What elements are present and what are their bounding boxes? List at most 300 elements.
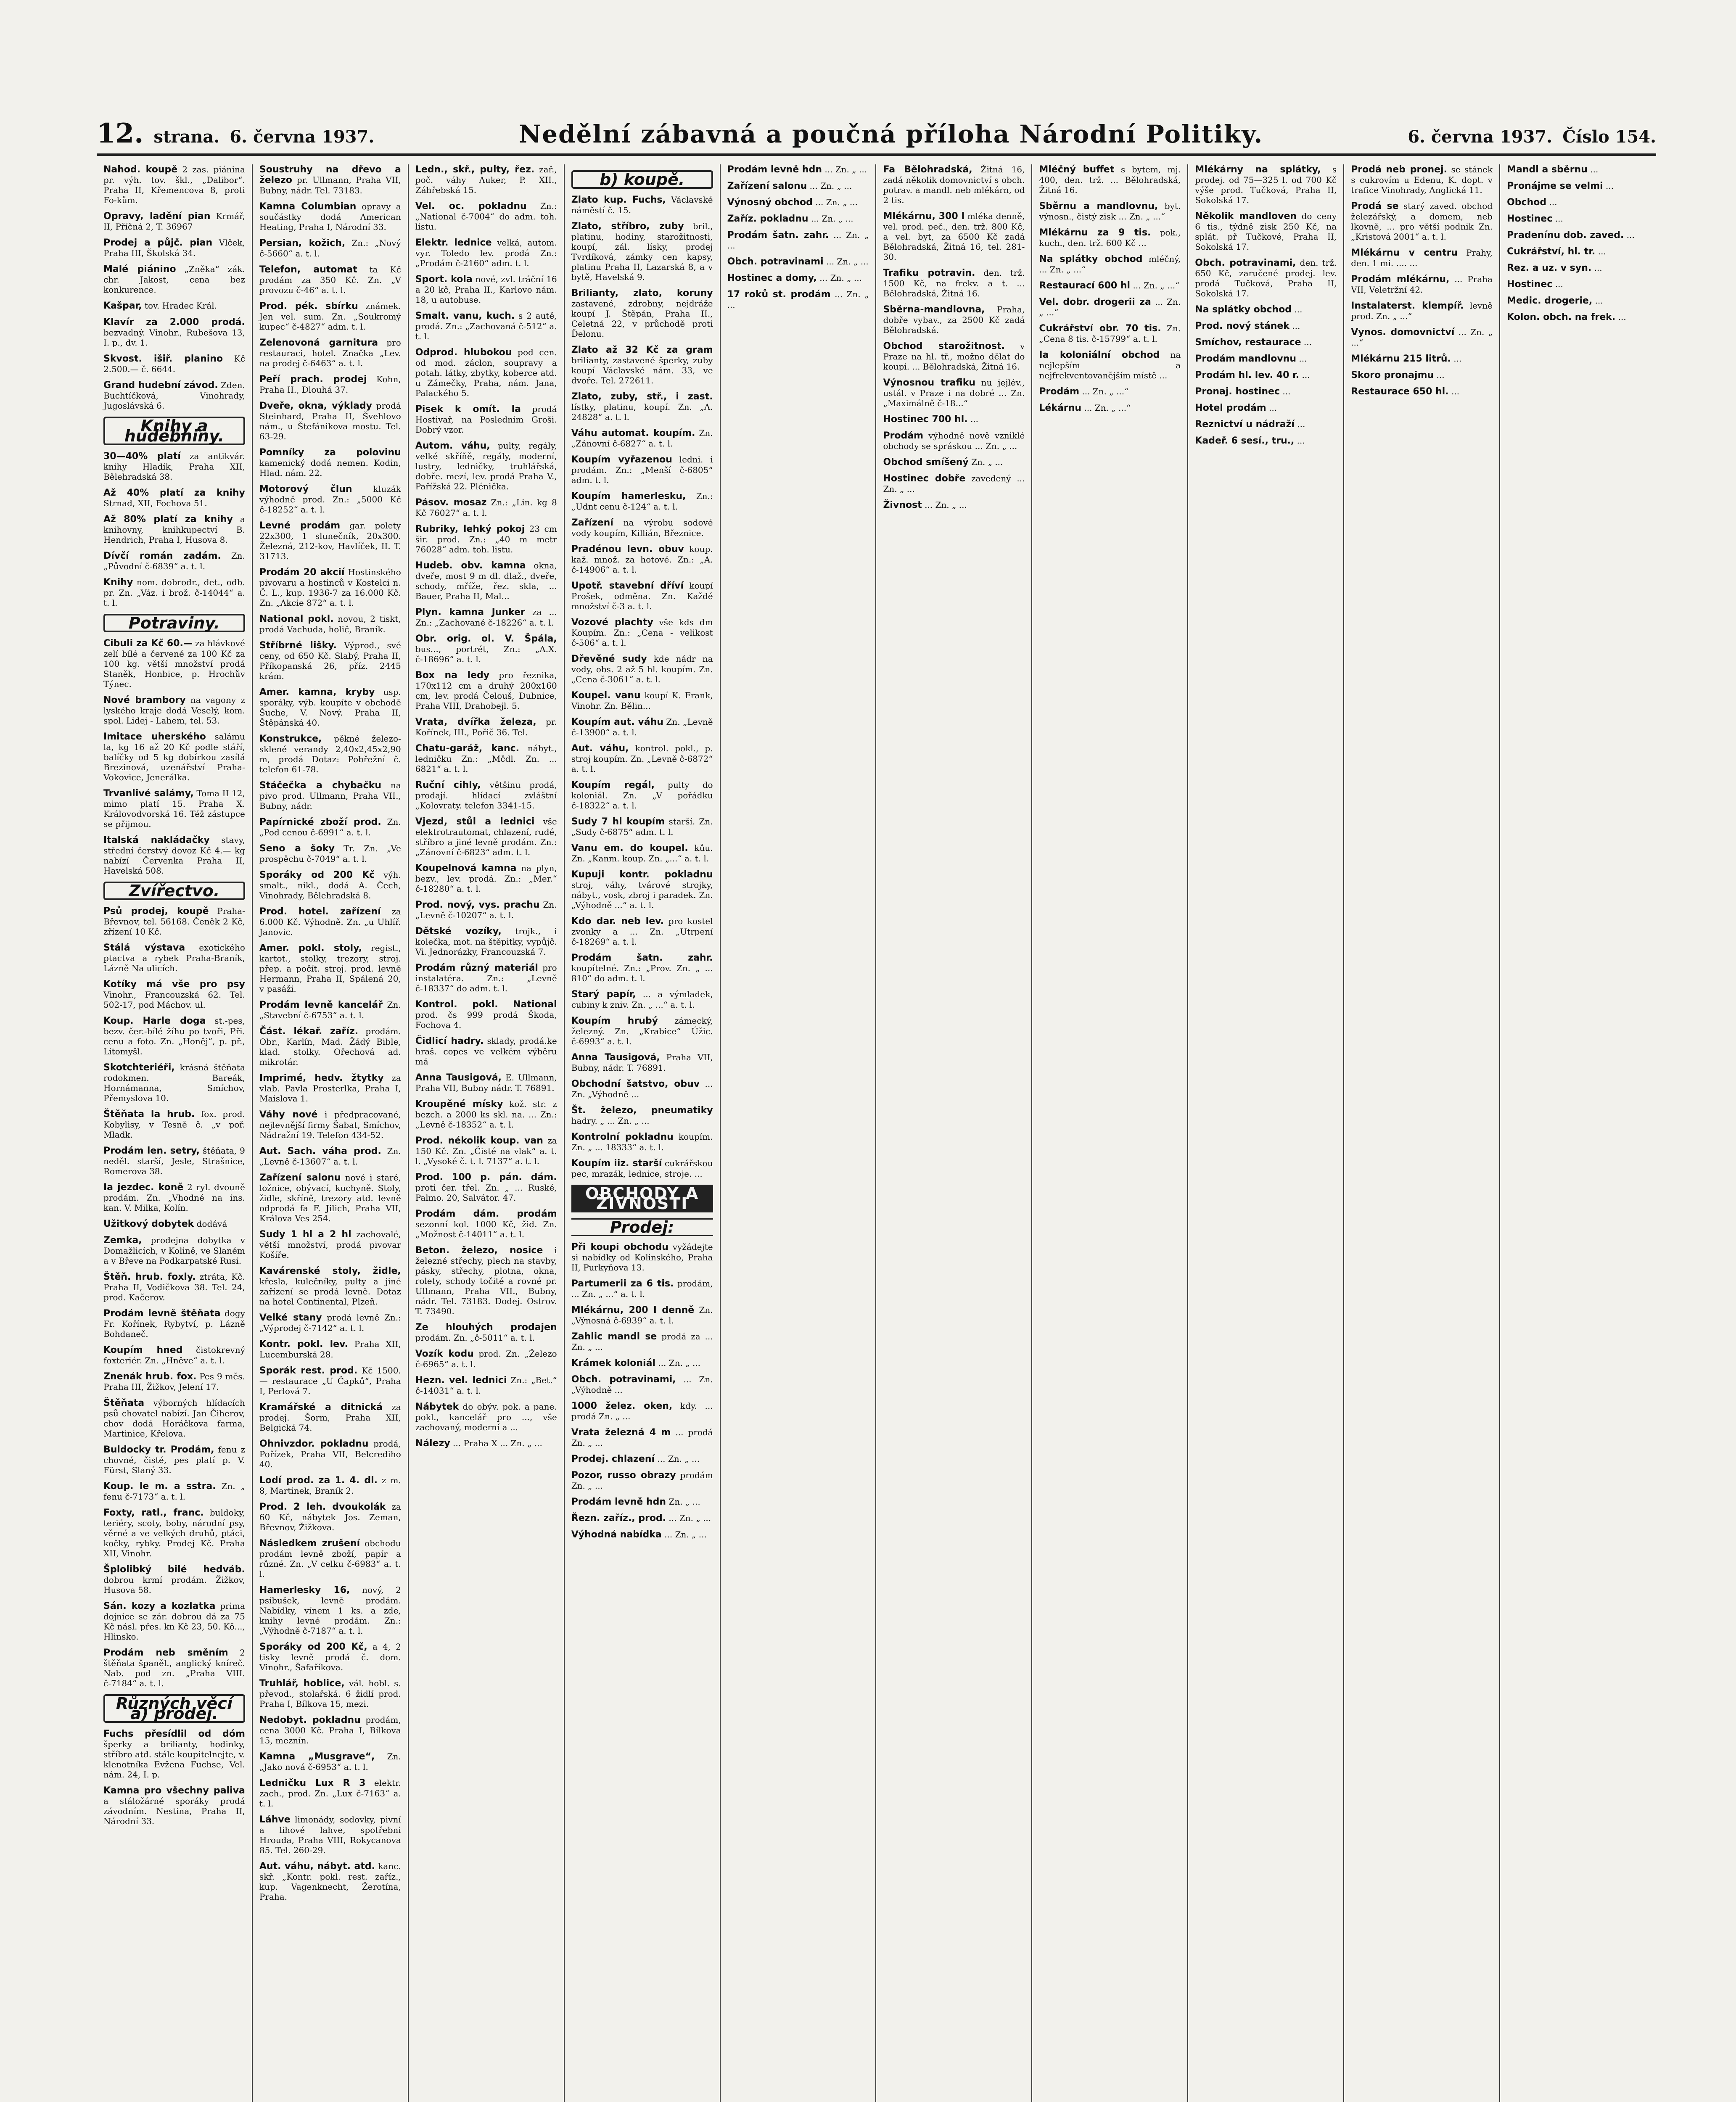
ad-heading: Pronaj. hostinec <box>1195 386 1280 397</box>
ad-heading: Prodej a půjč. pian <box>103 238 213 248</box>
ad-text: hadry. „ ... Zn. „ ... <box>571 1116 650 1126</box>
classified-ad <box>1039 297 1181 317</box>
classified-ad <box>415 900 557 920</box>
classified-ad <box>1507 214 1649 224</box>
classified-ad <box>727 181 869 191</box>
ad-heading: Smalt. vanu, kuch. <box>415 311 515 321</box>
ad-text: prodá, Pořízek, Praha VII, Belcrediho 40. <box>259 1439 401 1469</box>
classified-ad <box>259 1026 401 1067</box>
ad-text: ... Zn. „ ... <box>816 273 862 283</box>
classified-ad <box>103 301 245 311</box>
ad-text: nový, 2 psíbušek, levně prodám. Nabídky, vínem 1 ks. a zde, knihy levné prodám. Zn.: „Výhodně č-7187“ a. t. l. <box>259 1585 401 1636</box>
ad-text: prodá Hostivař, na Posledním Groši. Dobrý vzor. <box>415 404 557 435</box>
ad-text: mléka denně, vel. prod. peč., den. trž. 800 Kč, a vel. byt, za 6500 Kč zadá Bělohradská, Žitná 16, tel. 281-30. <box>883 211 1025 262</box>
ad-heading: Zlato, stříbro, zuby <box>571 221 684 232</box>
ad-text: za ... Zn.: „Zachované č-18226“ a. t. l. <box>415 607 557 628</box>
ad-text: nové i staré, ložnice, obývací, kuchyně. Stoly, židle, skříně, trezory atd. levně odprodá fa F. Jilich, Praha VII, Králova Ves 254. <box>259 1172 401 1223</box>
ad-text: stroj, váhy, tvárové strojky, nábyt., vosk, zbroj i paradek. Zn. „Výhodně ...“ a. t. l. <box>571 880 713 910</box>
classified-ad <box>103 695 245 726</box>
ad-heading: Malé piánino <box>103 264 176 275</box>
classified-ad <box>103 488 245 508</box>
ad-heading: 30—40% platí <box>103 451 181 462</box>
ad-text: za antikvár. knihy Hladík, Praha XII, Bělehradská 38. <box>103 451 245 482</box>
ad-text: dogy Fr. Kořínek, Rybytví, p. Lázně Bohdaneč. <box>103 1308 245 1339</box>
ad-text: pod cen. od mod. záclon, soupravy a potah. látky, zbytky, koberce atd. u Zámečky, Praha, nám. Jana, Palackého 5. <box>415 347 557 398</box>
ad-text: ... <box>967 414 979 424</box>
classified-ad <box>103 264 245 295</box>
ad-text: ... Zn. „ ...“ <box>1079 386 1129 396</box>
ad-heading: Peří prach. prodej <box>259 374 367 385</box>
classified-ad <box>571 428 713 449</box>
ad-text: okna, dveře, most 9 m dl. dlaž., dveře, schody, mříže, řez. skla, ... Bauer, Praha II, Mal... <box>415 560 557 601</box>
ad-heading: Dveře, okna, výklady <box>259 401 372 411</box>
ad-text: Žitná 16, zadá několik domovnictví s obch. potrav. a mandl. neb mlékárn, od 2 tis. <box>883 164 1025 205</box>
ad-heading: Stáčečka a chybačku <box>259 780 381 791</box>
classified-ad <box>571 1401 713 1421</box>
classified-ad <box>571 454 713 485</box>
ad-text: koupím. Zn. „ ... 18333“ a. t. l. <box>571 1132 713 1152</box>
classified-ad <box>259 567 401 608</box>
ad-text: a 4, 2 tisky levně prodá č. dom. Vinohr., Šafaříkova. <box>259 1642 401 1672</box>
classified-ad <box>727 289 869 310</box>
ad-text: zař., poč. váhy Auker, P. XII., Záhřebská 15. <box>415 164 557 195</box>
column-3 <box>409 164 565 2102</box>
ad-text: ... Zn. „ ... <box>822 164 867 174</box>
ad-heading: Prodám hl. lev. 40 r. <box>1195 370 1300 380</box>
classified-ad <box>1195 321 1337 331</box>
classified-ad <box>1195 164 1337 205</box>
ad-text: Zn. „Původní č-6839“ a. t. l. <box>103 551 245 571</box>
ad-text: ... <box>1552 214 1563 224</box>
ad-heading: Koupím vyřazenou <box>571 454 672 465</box>
classified-ad <box>571 1079 713 1099</box>
ad-heading: Imitace uherského <box>103 731 206 742</box>
classified-ad <box>1507 230 1649 240</box>
ad-text: z m. 8, Martinek, Braník 2. <box>259 1475 401 1496</box>
ad-heading: Ia koloniální obchod <box>1039 350 1160 360</box>
ad-text: ... <box>1292 304 1303 314</box>
ad-text: prod. čs 999 prodá Škoda, Fochova 4. <box>415 1010 557 1030</box>
ad-text: pro instalatéra. Zn.: „Levně č-18337“ do adm. t. l. <box>415 963 557 993</box>
ad-text: 2 zas. piánina pr. výh. tov. škl., „Dalibor“. Praha II, Křemencova 8, proti Fo-kům. <box>103 164 245 205</box>
classified-ad <box>1195 337 1337 348</box>
classified-ad <box>103 238 245 258</box>
ad-text: Praha-Břevnov, tel. 56168. Čeněk 2 Kč, zřízení 10 Kč. <box>103 906 245 937</box>
classified-ad <box>415 1349 557 1369</box>
ad-heading: Sán. kozy a kozlatka <box>103 1601 216 1611</box>
classified-ad <box>103 1398 245 1439</box>
classified-ad <box>259 1778 401 1809</box>
ad-heading: Sudy 1 hl a 2 hl <box>259 1229 351 1240</box>
ad-heading: Obch. potravinami, <box>1195 258 1296 268</box>
classified-ad <box>415 1402 557 1432</box>
ad-text: ... <box>1280 386 1291 396</box>
ad-text: buldoky, teriéry, scoty, boby, národní psy, věrné a ve velkých druhů, ptáci, kočky, rybky. Prodej Kč. Praha XII, Vinohr. <box>103 1508 245 1558</box>
classified-ad <box>1039 350 1181 380</box>
classified-ad <box>571 1016 713 1046</box>
classified-ad <box>259 1861 401 1902</box>
column-6 <box>876 164 1032 2102</box>
ad-heading: Zařízení salonu <box>259 1172 341 1183</box>
ad-text: starý zaved. obchod železářský, a domem, neb lkovně, ... pro větší podnik Zn. „Kristová 2001“ a. t. l. <box>1351 201 1493 242</box>
ad-text: Tr. Zn. „Ve prospěchu č-7049“ a. t. l. <box>259 843 401 864</box>
ad-heading: Motorový člun <box>259 484 352 494</box>
ad-text: byt. výnosn., čistý zisk ... Zn. „ ...“ <box>1039 201 1181 222</box>
ad-heading: Zařízení salonu <box>727 181 807 191</box>
ad-heading: Zařízení <box>571 518 613 528</box>
ad-heading: Ledn., skř., pulty, řez. <box>415 164 535 175</box>
classified-ad <box>415 1375 557 1396</box>
ad-text: Zn. „Levně č-13900“ a. t. l. <box>571 717 713 737</box>
classified-ad <box>103 1016 245 1056</box>
classified-ad <box>259 374 401 395</box>
ad-text: ... Zn. „ ... <box>661 1529 707 1540</box>
ad-text: šperky a brilianty, hodinky, stříbro atd. stále koupitelnejte, v. klenotníka Evžena Fuchse, Vel. nám. 24, I. p. <box>103 1739 245 1780</box>
page-number: 12. <box>97 118 144 149</box>
ad-text: koupí K. Frank, Vinohr. Zn. Bělin... <box>571 690 713 711</box>
classified-ad <box>259 1715 401 1746</box>
ad-text: a stáložárné sporáky prodá závodním. Nestina, Praha II, Národní 33. <box>103 1796 245 1826</box>
ad-heading: Prodá se <box>1351 201 1399 211</box>
classified-ad <box>571 1358 713 1368</box>
classified-ad <box>259 906 401 937</box>
page-title: Nedělní zábavná a poučná příloha Národní Politiky. <box>519 120 1263 148</box>
classified-ad <box>415 670 557 711</box>
classified-ad <box>1507 263 1649 273</box>
classified-ad <box>259 1109 401 1140</box>
ad-heading: Dívčí román zadám. <box>103 551 221 561</box>
classified-ad <box>1195 354 1337 364</box>
ad-heading: Obchod starožitnost. <box>883 341 1005 351</box>
classified-ad <box>1507 312 1649 322</box>
classified-ad <box>415 347 557 398</box>
ad-heading: Lodí prod. za 1. 4. dl. <box>259 1475 378 1486</box>
ad-text: ... Zn. „ ...“ <box>1130 280 1180 290</box>
ad-text: nové, zvl. tráční 16 a 20 kč, Praha II., Karlovo nám. 18, u autobuse. <box>415 274 557 305</box>
classified-ad <box>1507 197 1649 208</box>
ad-heading: Štěňata la hrub. <box>103 1109 195 1120</box>
ad-heading: Ze hlouhých prodajen <box>415 1322 557 1333</box>
ad-heading: Prod. hotel. zařízení <box>259 906 381 917</box>
classified-ad <box>571 916 713 947</box>
ad-text: ... Zn. „ ... <box>655 1454 700 1464</box>
ad-text: prodá za ... Zn. „ ... <box>571 1331 713 1352</box>
ad-heading: Prodám 20 akcií <box>259 567 345 578</box>
classified-ad <box>415 999 557 1030</box>
classified-ad <box>571 1427 713 1448</box>
ad-heading: Následkem zrušení <box>259 1538 360 1549</box>
classified-ad <box>259 1146 401 1167</box>
ad-text: ... prodá Zn. „ ... <box>571 1427 713 1448</box>
ad-text: ... <box>1615 312 1626 322</box>
classified-ad <box>259 1312 401 1333</box>
ad-heading: Láhve <box>259 1814 291 1825</box>
ad-text: Praha VII, Bubny, nádr. T. 76891. <box>571 1052 713 1073</box>
ad-heading: Prodám levně štěňata <box>103 1308 221 1319</box>
classified-ad <box>103 1601 245 1642</box>
classified-ad <box>571 1470 713 1491</box>
column-7 <box>1032 164 1188 2102</box>
classified-ad <box>259 1502 401 1532</box>
ad-heading: Dětské vozíky, <box>415 926 502 937</box>
ad-text: Zn. „Pod cenou č-6991“ a. t. l. <box>259 817 401 837</box>
classified-ad <box>1195 403 1337 413</box>
classified-ad <box>103 943 245 973</box>
ad-text: ... Zn. „ ...“ <box>1351 327 1493 348</box>
ad-heading: Obchod smíšený <box>883 457 969 467</box>
ad-heading: Foxty, ratl., franc. <box>103 1508 204 1518</box>
classified-ad <box>259 614 401 634</box>
ad-text: vše elektrotrautomat, chlazení, rudé, stříbro a jiné levně prodám. Zn.: „Zánovní č-6823“ adm. t. l. <box>415 816 557 857</box>
ad-heading: Zlato, zuby, stř., i zast. <box>571 391 713 402</box>
ad-text: velká, autom. vyr. Toledo lev. prodá Zn.: „Prodám č-2160“ adm. t. l. <box>415 238 557 268</box>
ad-heading: Koupím regál, <box>571 780 655 790</box>
ad-text: ... Zn. „ ... <box>666 1513 711 1523</box>
ad-heading: Výhodná nabídka <box>571 1529 662 1540</box>
ad-text: kamenický dodá nemen. Kodin, Hlad. nám. 22. <box>259 458 401 478</box>
ad-heading: Živnost <box>883 500 922 510</box>
ad-heading: Truhlář, hoblice, <box>259 1678 345 1689</box>
ad-text: koupítelné. Zn.: „Prov. Zn. „ ... 810“ do adm. t. l. <box>571 963 713 983</box>
section-heading: b) koupě. <box>571 170 713 189</box>
ad-text: fox. prod. Kobylisy, v Tesně č. „v poř. Mladk. <box>103 1109 245 1140</box>
ad-text: Prahy, den. 1 mi. .... ... <box>1351 248 1493 268</box>
classified-ad <box>103 354 245 374</box>
ad-heading: Mlékárnu, 200 l denně <box>571 1305 695 1315</box>
classified-ad <box>571 743 713 774</box>
classified-ad <box>259 1538 401 1579</box>
ad-text: vše kds dm Koupím. Zn.: „Cena - velikost č-506“ a. t. l. <box>571 617 713 648</box>
section-heading: Prodej: <box>571 1218 713 1236</box>
ad-text: ... <box>1624 230 1635 240</box>
classified-ad <box>103 551 245 571</box>
ad-text: na výrobu sodové vody koupím, Killián, Březnice. <box>571 518 713 538</box>
ad-text: známek. Jen vel. sum. Zn. „Soukromý kupec“ č-4827“ adm. t. l. <box>259 301 401 332</box>
ad-heading: Kramářské a ditnická <box>259 1402 383 1413</box>
ad-heading: Prodám šatn. zahr. <box>727 230 829 240</box>
classified-ad <box>1507 181 1649 191</box>
ad-text: prodá levně Zn.: „Výprodej č-7142“ a. t. l. <box>259 1312 401 1333</box>
ad-text: cukrářskou pec, mrazák, lednice, stroje. ... <box>571 1158 713 1179</box>
ad-heading: Psů prodej, koupě <box>103 906 209 916</box>
classified-ad <box>1507 296 1649 306</box>
classified-ad <box>259 1678 401 1709</box>
classified-ad <box>1039 280 1181 291</box>
ad-heading: Vozové plachty <box>571 617 653 628</box>
classified-ad <box>883 164 1025 205</box>
ad-heading: Ohnivzdor. pokladnu <box>259 1439 369 1449</box>
page-label: strana. <box>153 127 220 147</box>
ad-heading: Prodám levně hdn <box>727 164 822 175</box>
ad-heading: Zelenovoná garnitura <box>259 338 378 348</box>
ad-text: prodám, ... Zn. „ ...“ a. t. l. <box>571 1278 713 1299</box>
ad-text: ... Zn. „ ... <box>727 289 869 310</box>
ad-heading: Aut. váhu, nábyt. atd. <box>259 1861 375 1872</box>
ad-heading: Pásov. mosaz <box>415 497 487 508</box>
ad-text: Zn. „Cena 8 tis. č-15799“ a. t. l. <box>1039 323 1181 344</box>
classified-ad <box>103 1109 245 1140</box>
ad-text: na nejlepším a nejfrekventovanějším místě ... <box>1039 350 1181 380</box>
ad-text: tov. Hradec Král. <box>142 301 217 311</box>
classified-ad <box>571 288 713 339</box>
classified-ad <box>415 311 557 341</box>
classified-ad <box>259 238 401 259</box>
ad-heading: Nedobyt. pokladnu <box>259 1715 361 1725</box>
ad-text: prod. Zn. „Železo č-6965“ a. t. l. <box>415 1349 557 1369</box>
ad-heading: Prodám mlékárnu, <box>1351 274 1450 285</box>
ad-text: Zn.: „Nový č-5660“ a. t. l. <box>259 238 401 259</box>
ad-text: Praha, dobře vybav., za 2500 Kč zadá Bělohradská. <box>883 304 1025 335</box>
ad-heading: Prodám mandlovnu <box>1195 354 1297 364</box>
ad-text: kde nádr na vody, obs. 2 až 5 hl. koupím. Zn. „Cena č-3061“ a. t. l. <box>571 654 713 684</box>
classified-ad <box>259 1000 401 1020</box>
ad-text: nu jejlév., ustál. v Praze i na dobré ... Zn. „Maximálně č-18...“ <box>883 378 1025 408</box>
ad-text: Zn. „Levně č-13607“ a. t. l. <box>259 1146 401 1167</box>
ad-heading: Koupím hamerlesku, <box>571 491 686 502</box>
ad-text: pro řeznika, 170x112 cm a druhý 200x160 cm, lev. prodá Čelouš, Dubnice, Praha VIII, Drahobejl. 5. <box>415 670 557 711</box>
classified-ad <box>1351 327 1493 348</box>
ad-text-extra: rest. zaříz., kup. Vagenknecht, Žerotína, Praha. <box>259 1872 401 1902</box>
ad-heading: Kamna Columbian <box>259 201 357 212</box>
column-2 <box>253 164 409 2102</box>
ad-heading: Koupel. vanu <box>571 690 641 701</box>
classified-ad <box>883 473 1025 494</box>
ad-heading: Soustruhy na dřevo a železo <box>259 164 401 185</box>
classified-ad <box>571 1158 713 1179</box>
ad-text: pro restauraci, hotel. Značka „Lev. na prodej č-6463“ a. t. l. <box>259 338 401 368</box>
ad-text: 23 cm šir. prod. Zn.: „40 m metr 76028“ adm. toh. listu. <box>415 524 557 555</box>
ad-text: ... <box>1546 197 1557 207</box>
classified-ad <box>571 491 713 512</box>
classified-ad <box>1507 246 1649 257</box>
classified-ad <box>883 268 1025 298</box>
ad-text: i železné střechy, plech na stavby, pásky, střechy, plotna, okna, rolety, schody točité a rovné pr. Ullmann, Praha VII., Bubny, nádr. Tel. 73183. Dodej. Ostrov. T. 73490. <box>415 1245 557 1316</box>
ad-heading: Prodej. chlazení <box>571 1454 655 1464</box>
classified-ad <box>259 1475 401 1496</box>
ad-text: ... <box>1591 263 1602 273</box>
ad-text: bril., platinu, hodiny, starožitnosti, koupí, zál. lísky, prodej Tvrdíková, zámky cen kapsy, platinu Praha II, Lazarská 8, a v bytě, Havelská 9. <box>571 221 713 282</box>
ad-text: Vlček, Praha III, Školská 34. <box>103 238 245 258</box>
classified-ad <box>1039 164 1181 195</box>
ad-text: ... Zn. „ ...“ <box>1081 403 1131 413</box>
ad-heading: Aut. váhu, <box>571 743 629 754</box>
classified-ad <box>259 843 401 864</box>
ad-text: kůu. Zn. „Kanm. koup. Zn. „...“ a. t. l. <box>571 843 713 864</box>
ad-heading: Prod. 100 p. pán. dám. <box>415 1172 557 1183</box>
classified-ad <box>259 780 401 811</box>
ad-text: ... <box>1448 386 1460 396</box>
ad-text: fenu z chovné, čisté, pes platí p. V. Fürst, Slaný 33. <box>103 1444 245 1475</box>
classified-ad <box>727 273 869 283</box>
classified-ad <box>727 197 869 208</box>
ad-text: za hlávkové zelí bílé a červené za 100 Kč za 100 kg. větší množství prodá Staněk, Honbice, p. Hrochův Týnec. <box>103 638 245 689</box>
classified-ad <box>1195 436 1337 446</box>
classified-ad <box>415 1438 557 1449</box>
classified-ad <box>103 906 245 937</box>
ad-text: ... <box>1294 419 1305 429</box>
ad-heading: Grand hudební závod. <box>103 380 218 391</box>
ad-text: bus..., portrét, Zn.: „A.X. č-18696“ a. t. l. <box>415 644 557 664</box>
ad-text: st.-pes, bezv. čer.-bílé žíhu po tvoři, Při. cenu a foto. Zn. „Honěj“, p. př., Litomyšl. <box>103 1016 245 1056</box>
ad-text: limonády, sodovky, pivní a lihové lahve, spotřebni Hrouda, Praha VIII, Rokycanova 85. Tel. 260-29. <box>259 1814 401 1855</box>
ad-text: ... <box>1552 279 1563 289</box>
ad-heading: Hostinec a domy, <box>727 273 817 283</box>
classified-ad <box>259 1365 401 1396</box>
classified-ad <box>571 1305 713 1326</box>
ad-heading: Skoro pronajmu <box>1351 370 1434 380</box>
ad-text: ... Zn. „ ... <box>655 1358 701 1368</box>
ad-heading: Zlato až 32 Kč za gram <box>571 345 713 355</box>
classified-ad <box>103 211 245 232</box>
ad-heading: Brilianty, zlato, koruny <box>571 288 713 298</box>
ad-text: Krmář, II, Příčná 2, T. 36967 <box>103 211 245 232</box>
classified-ad <box>571 843 713 864</box>
ad-heading: Kamna pro všechny paliva <box>103 1785 245 1796</box>
classified-ad <box>259 484 401 515</box>
ad-heading: Kroupěné mísky <box>415 1099 503 1109</box>
classified-ad <box>727 214 869 224</box>
ad-heading: Koupelnová kamna <box>415 863 517 874</box>
ad-text: vyžádejte si nabídky od Kolinského, Praha II, Purkyňova 13. <box>571 1242 713 1273</box>
ad-text: za 6.000 Kč. Výhodně. Zn. „u Uhlíř. Janovic. <box>259 906 401 937</box>
classified-ad <box>415 926 557 957</box>
ad-text: prima dojnice se zár. dobrou dá za 75 Kč násl. přes. kn Kč 23, 50. Kö..., Hlinsko. <box>103 1601 245 1642</box>
classified-ad <box>103 979 245 1010</box>
ad-text: pr. Kořínek, III., Pořič 36. Tel. <box>415 717 557 737</box>
classified-ad <box>259 1339 401 1360</box>
ad-text: Zn.: „Lin. kg 8 Kč 76027“ a. t. l. <box>415 497 557 518</box>
ad-heading: Št. železo, pneumatiky <box>571 1105 713 1116</box>
ad-heading: Lékárnu <box>1039 403 1081 413</box>
ad-heading: Prodám šatn. zahr. <box>571 953 713 963</box>
ad-heading: Vrata železná 4 m <box>571 1427 671 1438</box>
ad-text: bezvadný. Vinohr., Rubešova 13, I. p., dv. 1. <box>103 327 245 348</box>
classified-ad <box>259 1642 401 1672</box>
ad-heading: Pisek k omít. la <box>415 404 521 415</box>
classified-ad <box>259 640 401 681</box>
ad-text: za 150 Kč. Zn. „Čisté na vlak“ a. t. l. „Vysoké č. t. l. 7137“ a. t. l. <box>415 1136 557 1166</box>
classified-ad <box>103 1371 245 1392</box>
ad-text: s prodej. od 75—325 l. od 700 Kč výše prod. Tučková, Praha II, Sokolská 17. <box>1195 164 1337 205</box>
ad-heading: Reznictví u nádraží <box>1195 419 1295 430</box>
classified-ad <box>415 524 557 555</box>
ad-text: výh. smalt., nikl., dodá A. Čech, Vinohrady, Bělehradská 8. <box>259 870 401 900</box>
classified-ad <box>415 1209 557 1239</box>
ad-text: pok., kuch., den. trž. 600 Kč ... <box>1039 227 1181 248</box>
ad-text: ... Zn. „Výhodně ... <box>571 1079 713 1099</box>
ad-heading: Hostinec dobře <box>883 473 966 484</box>
classified-ad <box>1195 370 1337 380</box>
ad-text: ... a výmladek, cubiny k zniv. Zn. „ ...“ a. t. l. <box>571 989 713 1010</box>
classified-ad <box>259 201 401 232</box>
classified-ad <box>103 788 245 829</box>
section-heading: Knihy a hudebniny. <box>103 417 245 445</box>
ad-heading: Výnosnou trafiku <box>883 378 976 388</box>
ad-text: kluzák výhodně prod. Zn.: „5000 Kč č-18252“ a. t. l. <box>259 484 401 515</box>
ad-text: prodám Zn. „ ... <box>571 1470 713 1491</box>
classified-ad <box>415 1136 557 1166</box>
ad-heading: 1000 želez. oken, <box>571 1401 673 1411</box>
ad-text: Strnad, XII, Fochova 51. <box>103 498 207 508</box>
ad-heading: Ia jezdec. koně <box>103 1182 184 1193</box>
classified-ad <box>259 1751 401 1772</box>
ad-text: zavedený ... Zn. „ ... <box>883 473 1025 494</box>
classified-ad <box>1195 419 1337 430</box>
ad-text: Vinohr., Francouzská 62. Tel. 502-17, pod Máchov. ul. <box>103 990 245 1010</box>
classified-ad <box>103 1785 245 1826</box>
ad-heading: Cibuli za Kč 60.— <box>103 638 193 649</box>
ad-heading: Koup. Harle doga <box>103 1016 206 1026</box>
